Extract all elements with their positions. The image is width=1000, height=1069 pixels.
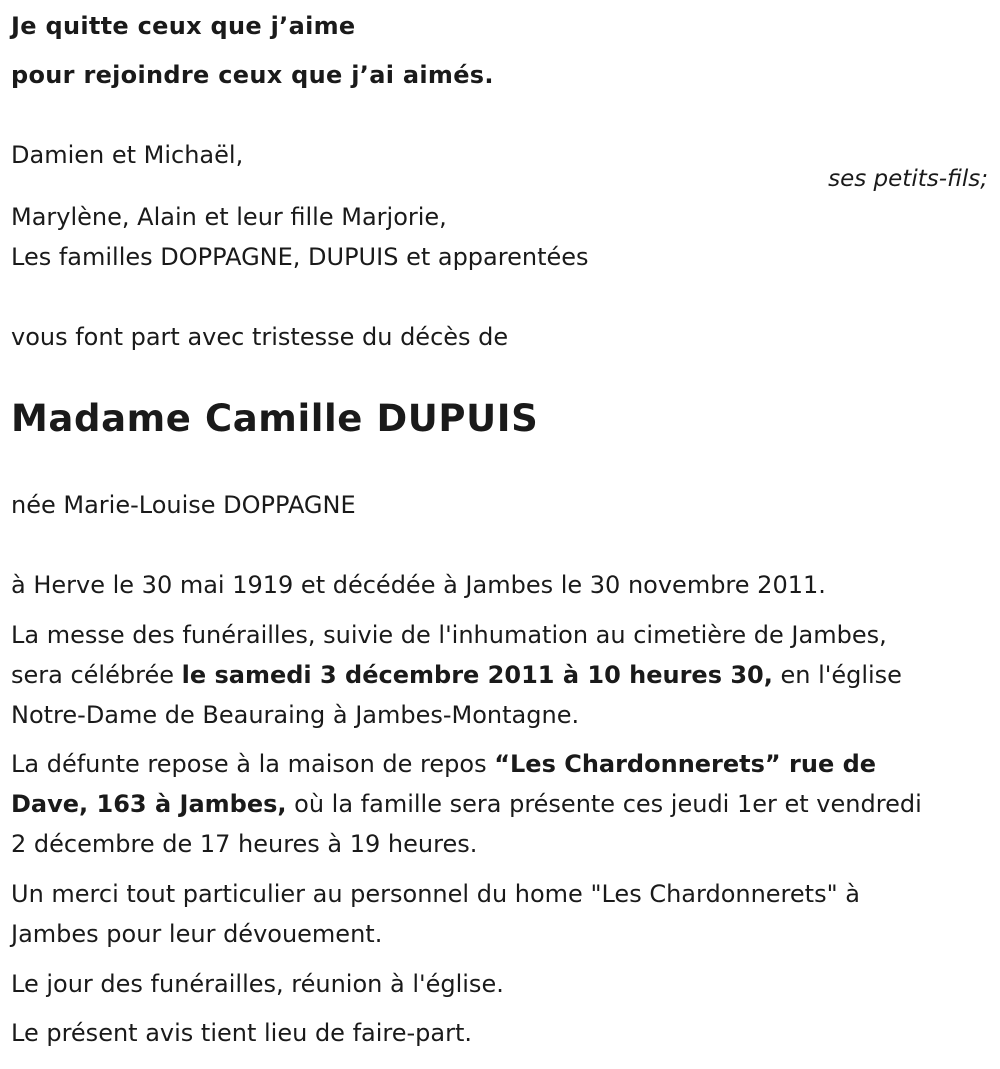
birth-death-text: à Herve le 30 mai 1919 et décédée à Jambes le 30 novembre 2011. bbox=[11, 571, 826, 599]
family-line-marylene: Marylène, Alain et leur fille Marjorie, bbox=[11, 203, 447, 231]
funeral-date-time: le samedi 3 décembre 2011 à 10 heures 30, bbox=[181, 661, 773, 689]
thanks-line-2: Jambes pour leur dévouement. bbox=[11, 920, 383, 948]
thanks-line-1: Un merci tout particulier au personnel du home "Les Chardonnerets" à bbox=[11, 880, 860, 908]
announcement-text: vous font part avec tristesse du décès de bbox=[11, 323, 509, 351]
funeral-line-1: La messe des funérailles, suivie de l'inhumation au cimetière de Jambes, bbox=[11, 621, 887, 649]
repose-line-1 bbox=[11, 744, 922, 784]
funeral-line-2-pre: sera célébrée bbox=[11, 661, 182, 689]
maiden-name: née Marie-Louise DOPPAGNE bbox=[11, 491, 356, 519]
repose-line-1-pre: La défunte repose à la maison de repos bbox=[11, 750, 495, 778]
grandsons-role: ses petits-fils; bbox=[828, 166, 988, 192]
repose-address: Dave, 163 à Jambes, bbox=[11, 790, 287, 818]
epigraph-line-1: Je quitte ceux que j’aime bbox=[11, 12, 356, 40]
notice-text: Le présent avis tient lieu de faire-part. bbox=[11, 1019, 473, 1047]
meeting-text: Le jour des funérailles, réunion à l'église. bbox=[11, 970, 504, 998]
repose-line-2-post: où la famille sera présente ces jeudi 1er et vendredi bbox=[286, 790, 922, 818]
thanks-paragraph bbox=[11, 874, 860, 954]
funeral-line-3: Notre-Dame de Beauraing à Jambes-Montagne. bbox=[11, 701, 580, 729]
deceased-name: Madame Camille DUPUIS bbox=[11, 397, 539, 440]
repose-place: “Les Chardonnerets” rue de bbox=[494, 750, 877, 778]
repose-line-3: 2 décembre de 17 heures à 19 heures. bbox=[11, 830, 478, 858]
funeral-line-2 bbox=[11, 655, 902, 695]
grandsons-names: Damien et Michaël, bbox=[11, 141, 244, 169]
repose-paragraph bbox=[11, 744, 922, 864]
funeral-paragraph bbox=[11, 615, 902, 735]
family-line-families: Les familles DOPPAGNE, DUPUIS et apparentées bbox=[11, 243, 589, 271]
epigraph-line-2: pour rejoindre ceux que j’ai aimés. bbox=[11, 61, 494, 89]
funeral-line-2-post: en l'église bbox=[772, 661, 902, 689]
repose-line-2 bbox=[11, 784, 922, 824]
